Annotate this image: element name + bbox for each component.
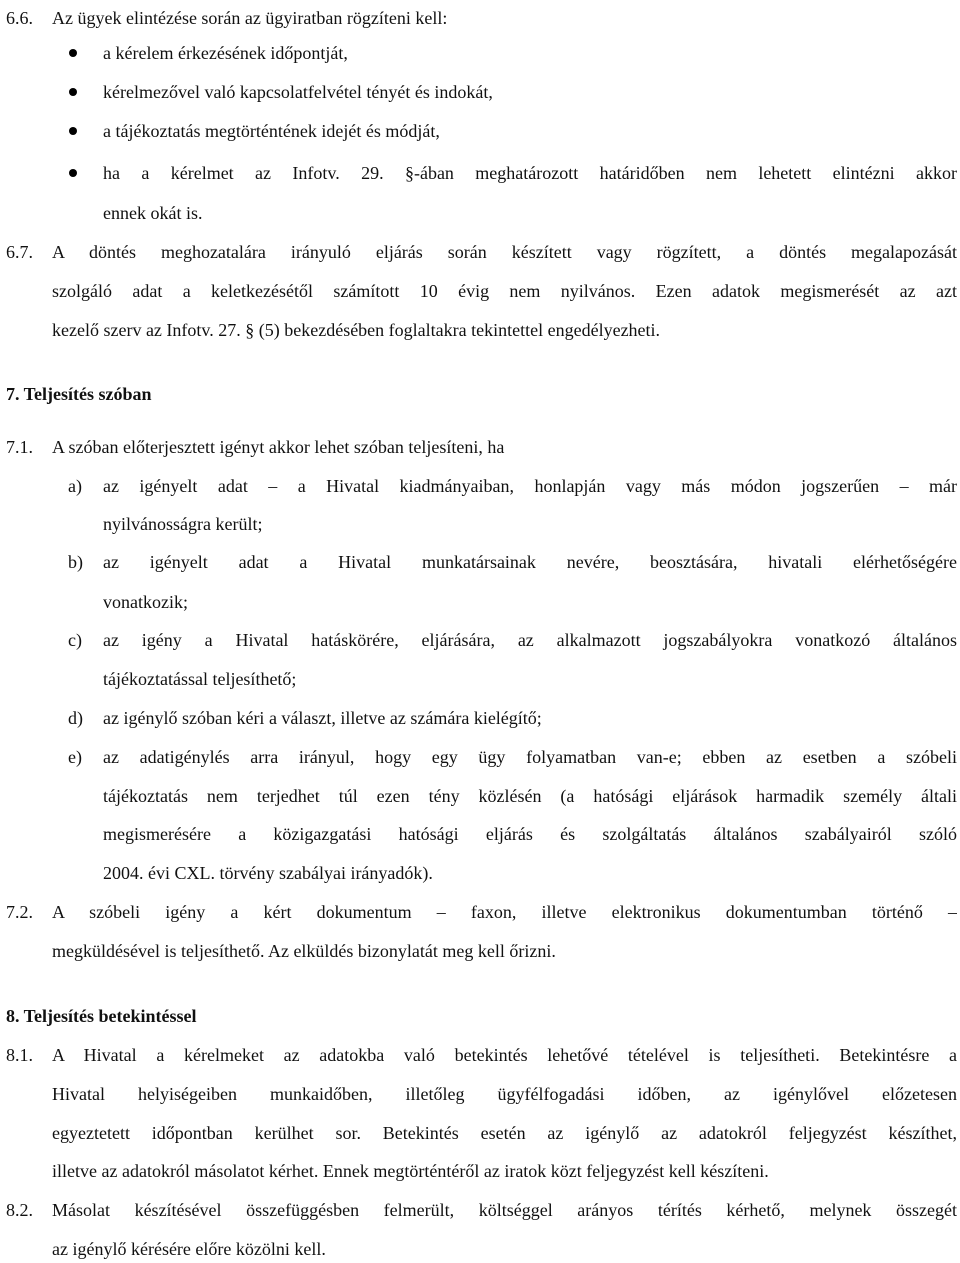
list-item: ha a kérelmet az Infotv. 29. §-ában meghatározott határidőben nem lehetett elintézni akkor (103, 163, 957, 183)
bullet-icon (69, 49, 77, 57)
bullet-icon (69, 127, 77, 135)
section-heading: 7. Teljesítés szóban (6, 384, 152, 404)
paragraph-line: megküldésével is teljesíthető. Az elküldés bizonylatát meg kell őrizni. (52, 941, 556, 961)
paragraph-line: Hivatal helyiségeiben munkaidőben, illetőleg ügyfélfogadási időben, az igénylővel előzetesen (52, 1084, 957, 1104)
paragraph-line: az igénylő kérésére előre közölni kell. (52, 1239, 326, 1259)
item-label: e) (68, 747, 82, 767)
item-line: nyilvánosságra került; (103, 514, 263, 534)
section-heading: 8. Teljesítés betekintéssel (6, 1006, 197, 1026)
paragraph-line: egyeztetett időpontban kerülhet sor. Betekintés esetén az igénylő az adatokról feljegyzést készíthet, (52, 1123, 957, 1143)
bullet-icon (69, 169, 77, 177)
list-item: kérelmezővel való kapcsolatfelvétel tényét és indokát, (103, 82, 493, 102)
section-number: 8.1. (6, 1045, 33, 1065)
item-line: megismerésére a közigazgatási hatósági eljárás és szolgáltatás általános szabályairól szóló (103, 824, 957, 844)
paragraph-line: kezelő szerv az Infotv. 27. § (5) bekezdésében foglaltakra tekintettel engedélyezheti. (52, 320, 661, 340)
item-line: tájékoztatás nem terjedhet túl ezen tény közlésén (a hatósági eljárások harmadik személy általi (103, 786, 957, 806)
item-line: tájékoztatással teljesíthető; (103, 669, 297, 689)
section-text: Az ügyek elintézése során az ügyiratban rögzíteni kell: (52, 8, 448, 28)
paragraph-line: A döntés meghozatalára irányuló eljárás során készített vagy rögzített, a döntés megalapozását (52, 242, 957, 262)
item-label: c) (68, 630, 82, 650)
item-line: vonatkozik; (103, 592, 188, 612)
paragraph-line: A szóbeli igény a kért dokumentum – faxon, illetve elektronikus dokumentumban történő – (52, 902, 957, 922)
paragraph-line: illetve az adatokról másolatot kérhet. Ennek megtörténtéről az iratok közt feljegyzést kell készíteni. (52, 1161, 769, 1181)
section-number: 6.6. (6, 8, 33, 28)
item-label: a) (68, 476, 82, 496)
item-line: az adatigénylés arra irányul, hogy egy ügy folyamatban van-e; ebben az esetben a szóbeli (103, 747, 957, 767)
item-line: 2004. évi CXL. törvény szabályai irányadók). (103, 863, 433, 883)
section-number: 7.1. (6, 437, 33, 457)
paragraph-line: A Hivatal a kérelmeket az adatokba való betekintés lehetővé tételével is teljesítheti. Betekintésre a (52, 1045, 957, 1065)
bullet-icon (69, 88, 77, 96)
list-item-continuation: ennek okát is. (103, 203, 203, 223)
paragraph-line: Másolat készítésével összefüggésben felmerült, költséggel arányos térítés kérhető, melynek összegét (52, 1200, 957, 1220)
list-item: a tájékoztatás megtörténtének idejét és módját, (103, 121, 440, 141)
section-number: 8.2. (6, 1200, 33, 1220)
section-number: 6.7. (6, 242, 33, 262)
item-line: az igény a Hivatal hatáskörére, eljárására, az alkalmazott jogszabályokra vonatkozó általános (103, 630, 957, 650)
list-item: a kérelem érkezésének időpontját, (103, 43, 348, 63)
item-label: b) (68, 552, 83, 572)
item-line: az igényelt adat – a Hivatal kiadmányaiban, honlapján vagy más módon jogszerűen – már (103, 476, 957, 496)
item-line: az igénylő szóban kéri a választ, illetve az számára kielégítő; (103, 708, 542, 728)
section-text: A szóban előterjesztett igényt akkor lehet szóban teljesíteni, ha (52, 437, 505, 457)
item-line: az igényelt adat a Hivatal munkatársainak nevére, beosztására, hivatali elérhetőségére (103, 552, 957, 572)
section-number: 7.2. (6, 902, 33, 922)
paragraph-line: szolgáló adat a keletkezésétől számított 10 évig nem nyilvános. Ezen adatok megismerését az azt (52, 281, 957, 301)
item-label: d) (68, 708, 83, 728)
